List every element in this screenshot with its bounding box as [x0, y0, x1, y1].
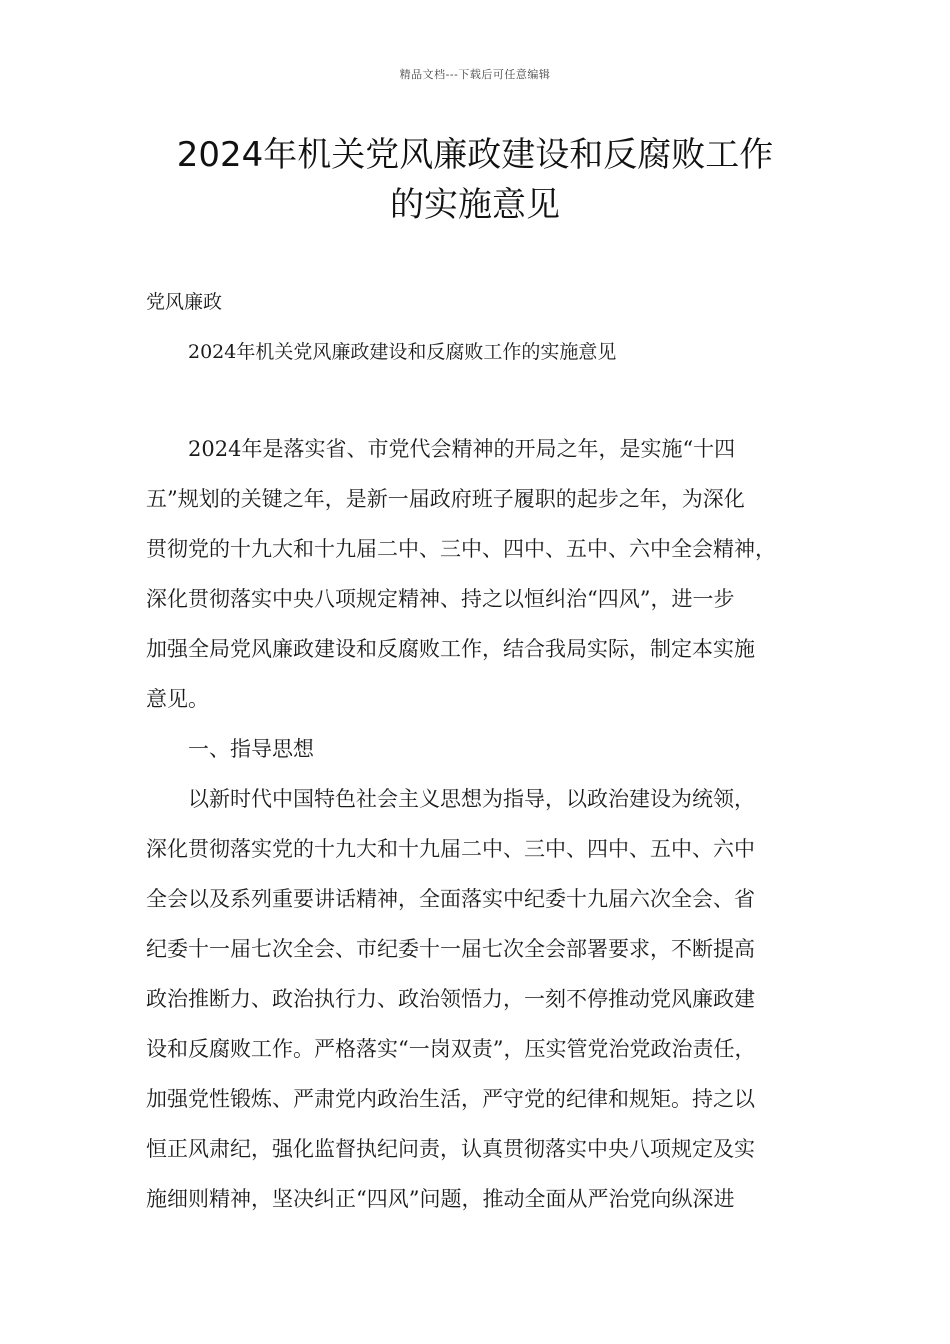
- paragraph-intro: [146, 424, 812, 724]
- document-subtitle: 2024年机关党风廉政建设和反腐败工作的实施意见: [188, 341, 617, 363]
- document-body: [146, 424, 812, 1224]
- paragraph-line: 2024年是落实省、市党代会精神的开局之年，是实施“十四: [188, 437, 736, 461]
- paragraph-line: 意见。: [146, 687, 209, 711]
- paragraph-line: 施细则精神，坚决纠正“四风”问题，推动全面从严治党向纵深进: [146, 1187, 735, 1211]
- section-heading-guiding-ideology: 一、指导思想: [188, 737, 314, 761]
- paragraph-line: 贯彻党的十九大和十九届二中、三中、四中、五中、六中全会精神，: [146, 537, 776, 561]
- paragraph-line: 深化贯彻落实党的十九大和十九届二中、三中、四中、五中、六中: [146, 837, 755, 861]
- title-line-1: 2024年机关党风廉政建设和反腐败工作: [176, 135, 774, 175]
- paragraph-line: 以新时代中国特色社会主义思想为指导，以政治建设为统领，: [188, 787, 755, 811]
- paragraph-line: 加强全局党风廉政建设和反腐败工作，结合我局实际，制定本实施: [146, 637, 755, 661]
- header-note: 精品文档---下载后可任意编辑: [399, 68, 551, 81]
- paragraph-line: 设和反腐败工作。严格落实“一岗双责”，压实管党治党政治责任，: [146, 1037, 756, 1061]
- category-label: 党风廉政: [146, 291, 223, 313]
- paragraph-line: 政治推断力、政治执行力、政治领悟力，一刻不停推动党风廉政建: [146, 987, 755, 1011]
- paragraph-line: 全会以及系列重要讲话精神，全面落实中纪委十九届六次全会、省: [146, 887, 755, 911]
- document-title: [120, 130, 830, 230]
- paragraph-line: 五”规划的关键之年，是新一届政府班子履职的起步之年，为深化: [146, 487, 745, 511]
- paragraph-line: 恒正风肃纪，强化监督执纪问责，认真贯彻落实中央八项规定及实: [146, 1137, 755, 1161]
- paragraph-line: 深化贯彻落实中央八项规定精神、持之以恒纠治“四风”，进一步: [146, 587, 735, 611]
- paragraph-guiding-ideology: [146, 774, 812, 1224]
- paragraph-line: 纪委十一届七次全会、市纪委十一届七次全会部署要求，不断提高: [146, 937, 755, 961]
- paragraph-line: 加强党性锻炼、严肃党内政治生活，严守党的纪律和规矩。持之以: [146, 1087, 755, 1111]
- title-line-2: 的实施意见: [390, 185, 560, 225]
